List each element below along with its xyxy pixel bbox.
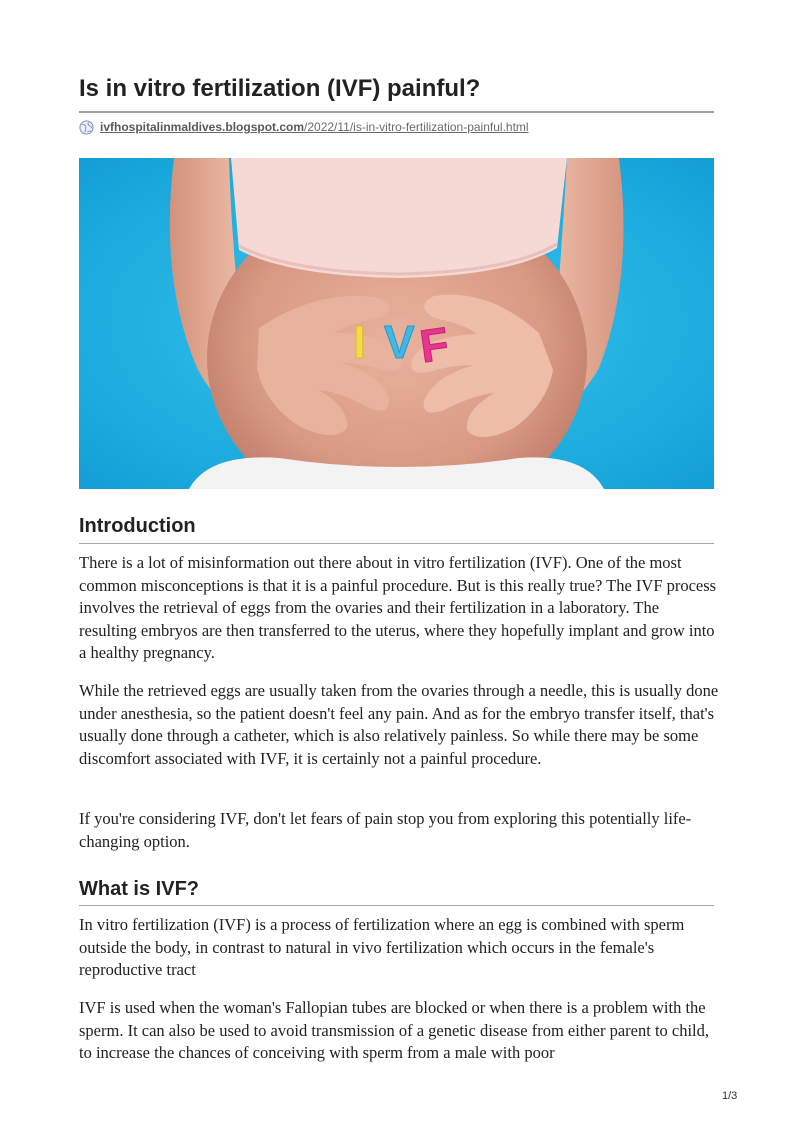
page-title: Is in vitro fertilization (IVF) painful? — [79, 75, 481, 102]
source-link[interactable] — [79, 118, 529, 136]
letter-v: V — [384, 316, 415, 368]
section-divider — [79, 905, 714, 906]
paragraph: There is a lot of misinformation out there about in vitro fertilization (IVF). One of the most common misconceptions is that it is a painful procedure. But is this really true? The IVF process involves the retrieval of eggs from the ovaries and their fertilization in a laboratory. The resulting embryos are then transferred to the uterus, where they hopefully implant and grow into a healthy pregnancy. — [79, 553, 717, 662]
paragraph: If you're considering IVF, don't let fears of pain stop you from exploring this potentially life-changing option. — [79, 809, 692, 851]
source-domain: ivfhospitalinmaldives.blogspot.com — [100, 120, 305, 134]
section-heading-introduction: Introduction — [79, 515, 196, 537]
source-url[interactable] — [100, 120, 529, 134]
section-divider — [79, 543, 714, 544]
section-heading-what-is-ivf: What is IVF? — [79, 878, 199, 900]
paragraph: In vitro fertilization (IVF) is a process of fertilization where an egg is combined with sperm outside the body, in contrast to natural in vivo fertilization which occurs in the female's reproductive tract — [79, 915, 685, 979]
globe-icon — [79, 120, 94, 135]
paragraph: While the retrieved eggs are usually taken from the ovaries through a needle, this is usually done under anesthesia, so the patient doesn't feel any pain. And as for the embryo transfer itself, that's usually done through a catheter, which is also relatively painless. So while there may be some discomfort associated with IVF, it is certainly not a painful procedure. — [79, 681, 719, 768]
letter-i: I — [353, 316, 366, 368]
paragraph: IVF is used when the woman's Fallopian tubes are blocked or when there is a problem with the sperm. It can also be used to avoid transmission of a genetic disease from either parent to child, to increase the chances of conceiving with sperm from a male with poor — [79, 998, 710, 1062]
pregnant-belly-ivf-image — [79, 158, 714, 489]
title-divider — [79, 111, 714, 113]
page-number: 1/3 — [722, 1090, 738, 1102]
source-path: /2022/11/is-in-vitro-fertilization-painful.html — [304, 120, 529, 134]
hero-image — [79, 158, 714, 489]
letter-f: F — [416, 316, 452, 373]
